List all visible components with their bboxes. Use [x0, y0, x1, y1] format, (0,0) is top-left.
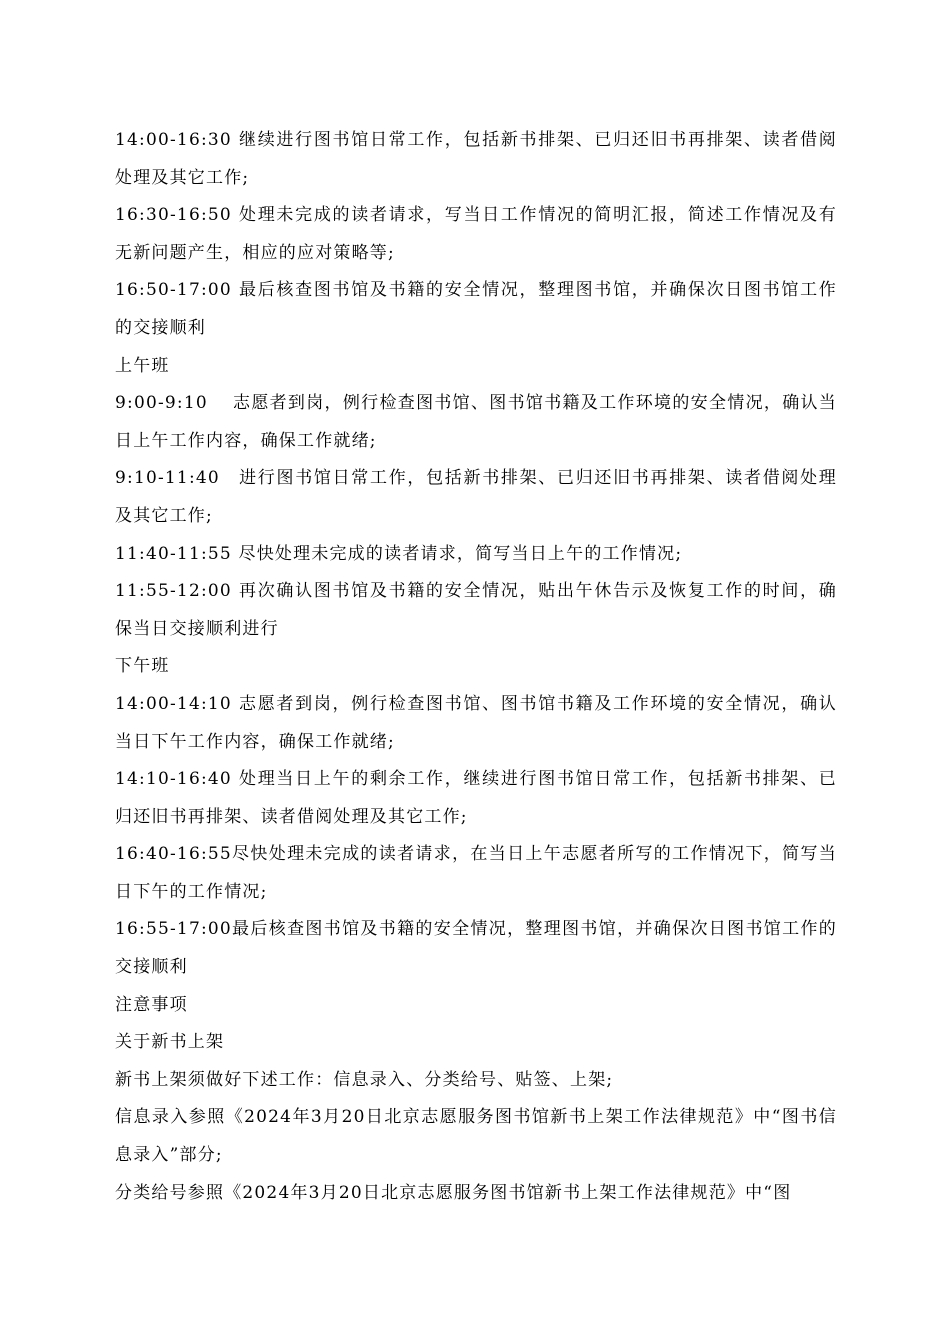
schedule-item: 11:40-11:55 尽快处理未完成的读者请求，简写当日上午的工作情况; [115, 543, 683, 564]
schedule-item: 16:50-17:00 最后核查图书馆及书籍的安全情况，整理图书馆，并确保次日图书馆工作的交接顺利 [115, 280, 837, 338]
body-paragraph: 新书上架须做好下述工作：信息录入、分类给号、贴签、上架; [115, 1069, 614, 1090]
section-heading-morning-shift: 上午班 [115, 355, 170, 376]
schedule-item: 9:10-11:40 进行图书馆日常工作，包括新书排架、已归还旧书再排架、读者借阅处理及其它工作; [115, 468, 837, 526]
schedule-item: 9:00-9:10 志愿者到岗，例行检查图书馆、图书馆书籍及工作环境的安全情况，确认当日上午工作内容，确保工作就绪; [115, 393, 837, 451]
body-paragraph: 信息录入参照《2024年3月20日北京志愿服务图书馆新书上架工作法律规范》中“图书信息录入”部分; [115, 1107, 837, 1166]
section-heading-notes: 注意事项 [115, 994, 188, 1015]
document-body [115, 122, 837, 1212]
schedule-item: 14:10-16:40 处理当日上午的剩余工作，继续进行图书馆日常工作，包括新书排架、已归还旧书再排架、读者借阅处理及其它工作; [115, 769, 837, 827]
schedule-item: 11:55-12:00 再次确认图书馆及书籍的安全情况，贴出午休告示及恢复工作的时间，确保当日交接顺利进行 [115, 581, 837, 639]
body-paragraph: 分类给号参照《2024年3月20日北京志愿服务图书馆新书上架工作法律规范》中“图 [115, 1182, 792, 1203]
schedule-item: 14:00-16:30 继续进行图书馆日常工作，包括新书排架、已归还旧书再排架、读者借阅处理及其它工作; [115, 130, 837, 188]
schedule-item: 16:55-17:00最后核查图书馆及书籍的安全情况，整理图书馆，并确保次日图书馆工作的交接顺利 [115, 919, 837, 978]
schedule-item: 14:00-14:10 志愿者到岗，例行检查图书馆、图书馆书籍及工作环境的安全情况，确认当日下午工作内容，确保工作就绪; [115, 693, 837, 752]
subsection-heading-new-books: 关于新书上架 [115, 1032, 225, 1053]
section-heading-afternoon-shift: 下午班 [115, 656, 170, 677]
schedule-item: 16:30-16:50 处理未完成的读者请求，写当日工作情况的简明汇报，简述工作情况及有无新问题产生，相应的应对策略等; [115, 205, 837, 263]
schedule-item: 16:40-16:55尽快处理未完成的读者请求，在当日上午志愿者所写的工作情况下，简写当日下午的工作情况; [115, 844, 837, 902]
